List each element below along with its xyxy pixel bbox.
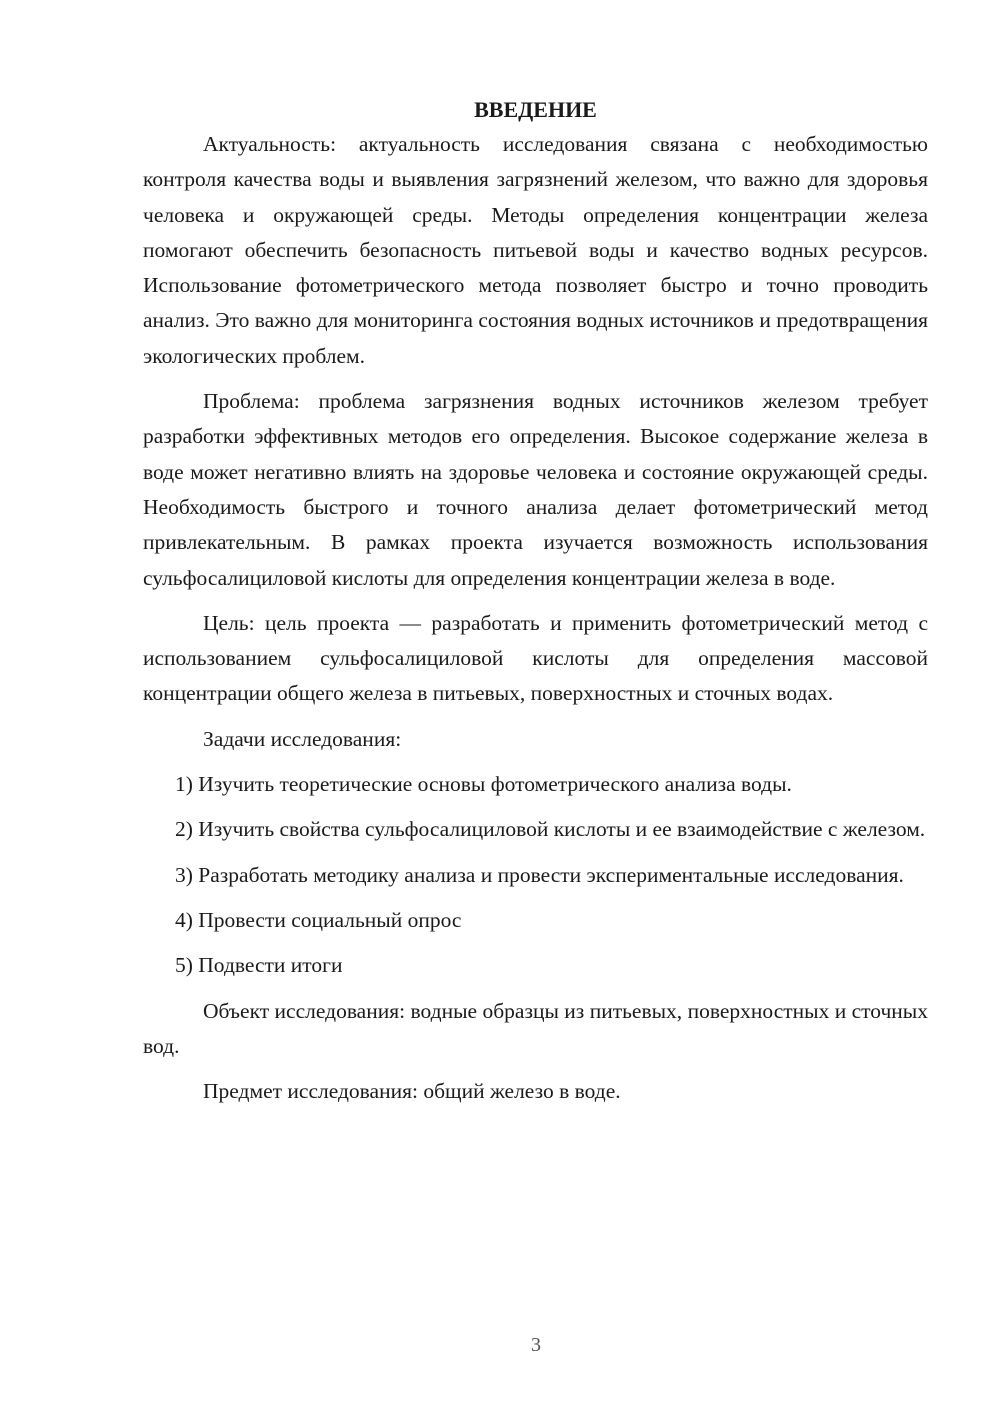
task-item-5: 5) Подвести итоги bbox=[175, 953, 343, 978]
page-number: 3 bbox=[531, 1334, 541, 1356]
paragraph-relevance: Актуальность: актуальность исследования связана с необходимостью контроля качества воды и выявления загрязнений железом, что важно для здоровья человека и окружающей среды. Методы определения концентрации железа помогают обеспечить безопасность питьевой воды и качество водных ресурсов. Использование фотометрического метода позволяет быстро и точно проводить анализ. Это важно для мониторинга состояния водных источников и предотвращения экологических проблем. bbox=[143, 132, 928, 368]
paragraph-goal: Цель: цель проекта — разработать и применить фотометрический метод с использованием сульфосалициловой кислоты для определения массовой концентрации общего железа в питьевых, поверхностных и сточных водах. bbox=[143, 610, 928, 706]
task-item-4: 4) Провести социальный опрос bbox=[175, 907, 462, 932]
page-content bbox=[143, 92, 928, 1109]
tasks-heading: Задачи исследования: bbox=[203, 726, 402, 751]
paragraph-object: Объект исследования: водные образцы из питьевых, поверхностных и сточных вод. bbox=[143, 998, 928, 1058]
task-item-1: 1) Изучить теоретические основы фотометрического анализа воды. bbox=[175, 772, 792, 797]
paragraph-subject: Предмет исследования: общий железо в воде. bbox=[203, 1079, 621, 1104]
task-item-2: 2) Изучить свойства сульфосалициловой кислоты и ее взаимодействие с железом. bbox=[175, 817, 926, 842]
task-item-3: 3) Разработать методику анализа и провести экспериментальные исследования. bbox=[175, 862, 904, 887]
section-heading: ВВЕДЕНИЕ bbox=[474, 97, 597, 122]
paragraph-problem: Проблема: проблема загрязнения водных источников железом требует разработки эффективных методов его определения. Высокое содержание железа в воде может негативно влиять на здоровье человека и состояние окружающей среды. Необходимость быстрого и точного анализа делает фотометрический метод привлекательным. В рамках проекта изучается возможность использования сульфосалициловой кислоты для определения концентрации железа в воде. bbox=[143, 389, 928, 590]
